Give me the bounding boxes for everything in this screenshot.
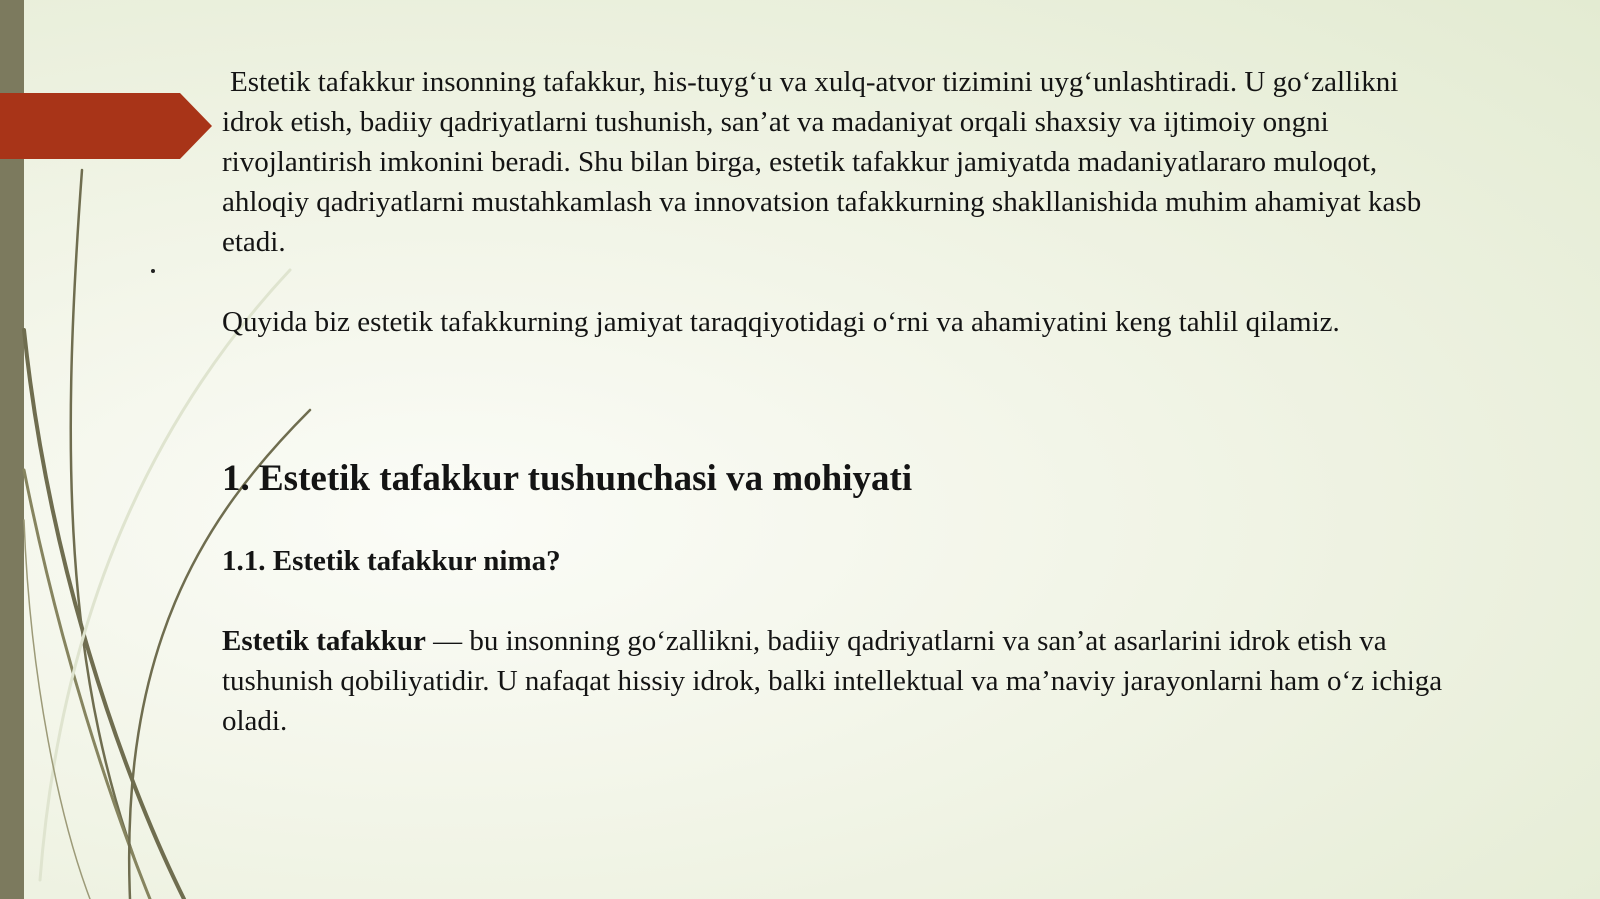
bullet-dot	[151, 269, 155, 273]
definition-paragraph	[222, 621, 1452, 741]
slide-content	[222, 62, 1452, 741]
intro-paragraph: Estetik tafakkur insonning tafakkur, his-tuyg‘u va xulq-atvor tizimini uyg‘unlashtiradi. U go‘zallikni idrok etish, badiiy qadriyatlarni tushunish, san’at va madaniyat orqali shaxsiy va ijtimoiy ongni rivojlantirish imkonini beradi. Shu bilan birga, estetik tafakkur jamiyatda madaniyatlararo muloqot, ahloqiy qadriyatlarni mustahkamlash va innovatsion tafakkurning shakllanishida muhim ahamiyat kasb etadi.	[222, 66, 1422, 258]
definition-text: — bu insonning go‘zallikni, badiiy qadriyatlarni va san’at asarlarini idrok etish va tushunish qobiliyatidir. U nafaqat hissiy idrok, balki intellektual va ma’naviy jarayonlarni ham o‘z ichiga oladi.	[222, 625, 1443, 737]
definition-term: Estetik tafakkur	[222, 625, 426, 657]
accent-arrow-tab	[0, 93, 212, 159]
subsection-heading: 1.1. Estetik tafakkur nima?	[222, 545, 561, 577]
section-heading: 1. Estetik tafakkur tushunchasi va mohiyati	[222, 458, 913, 499]
second-paragraph: Quyida biz estetik tafakkurning jamiyat taraqqiyotidagi o‘rni va ahamiyatini keng tahlil qilamiz.	[222, 306, 1340, 338]
